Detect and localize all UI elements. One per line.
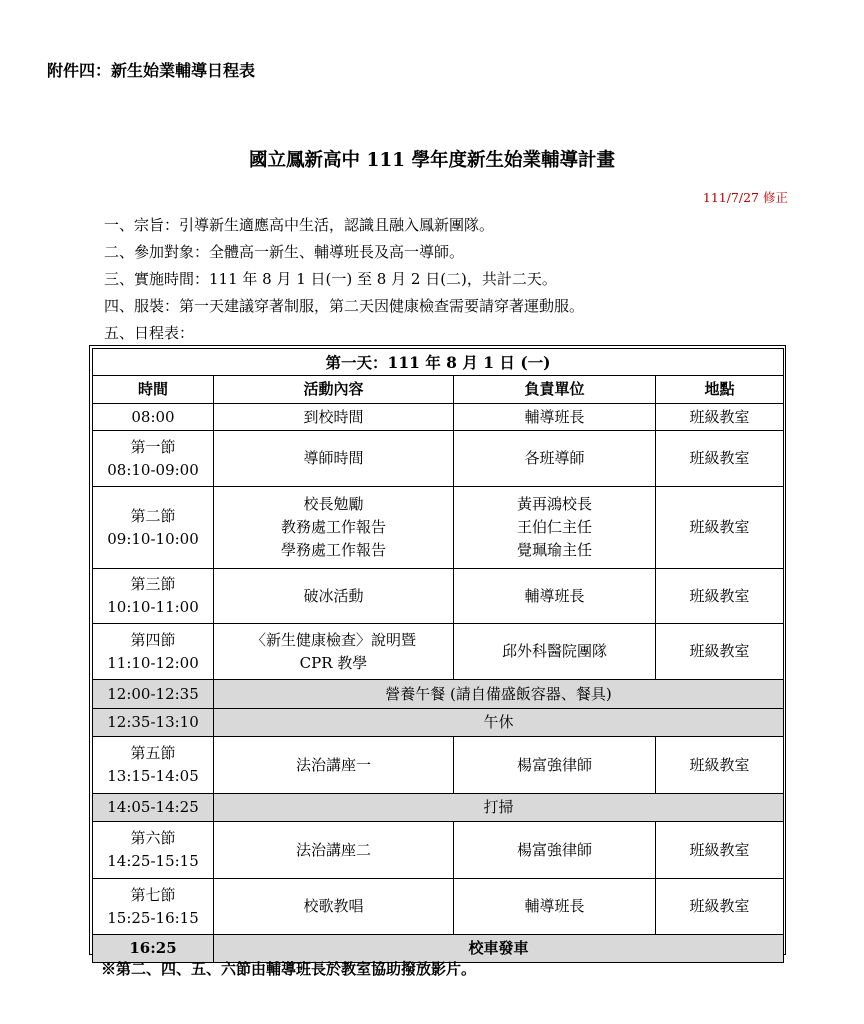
period-time: 08:10-09:00 bbox=[107, 460, 199, 479]
day-title-row bbox=[93, 349, 784, 376]
intro-period: 三、實施時間：111 年 8 月 1 日(一) 至 8 月 2 日(二)，共計二天。 bbox=[104, 270, 557, 288]
time-cell bbox=[93, 822, 214, 879]
owner-cell: 邱外科醫院團隊 bbox=[454, 624, 656, 680]
time-cell: 14:05-14:25 bbox=[93, 794, 214, 822]
period-label: 第一節 bbox=[130, 437, 176, 456]
period-label: 第五節 bbox=[130, 744, 176, 762]
intro-purpose: 一、宗旨：引導新生適應高中生活，認識且融入鳳新團隊。 bbox=[104, 216, 495, 234]
location-cell: 班級教室 bbox=[656, 431, 784, 487]
owner-cell: 輔導班長 bbox=[454, 404, 656, 431]
owner-cell: 輔導班長 bbox=[454, 569, 656, 624]
owner-line: 王伯仁主任 bbox=[516, 518, 592, 536]
time-cell bbox=[93, 487, 214, 569]
day-title: 第一天：111 年 8 月 1 日 (一) bbox=[93, 349, 784, 376]
activity-cell: 校歌教唱 bbox=[214, 879, 454, 935]
activity-line: CPR 教學 bbox=[299, 653, 368, 672]
location-cell: 班級教室 bbox=[656, 879, 784, 935]
time-cell bbox=[93, 624, 214, 680]
activity-cell: 法治講座一 bbox=[214, 737, 454, 794]
activity-cell: 破冰活動 bbox=[214, 569, 454, 624]
header-owner: 負責單位 bbox=[454, 376, 656, 404]
document-title: 國立鳳新高中 111 學年度新生始業輔導計畫 bbox=[249, 150, 615, 171]
location-cell: 班級教室 bbox=[656, 404, 784, 431]
period-time: 10:10-11:00 bbox=[107, 598, 199, 616]
intro-list bbox=[104, 212, 584, 347]
time-cell bbox=[93, 431, 214, 487]
period-label: 第四節 bbox=[130, 630, 176, 649]
owner-line: 覺珮瑜主任 bbox=[516, 541, 592, 559]
activity-line: 教務處工作報告 bbox=[280, 518, 386, 536]
period-label: 第六節 bbox=[130, 829, 176, 847]
activity-cell: 打掃 bbox=[214, 794, 784, 822]
activity-cell: 導師時間 bbox=[214, 431, 454, 487]
activity-cell: 到校時間 bbox=[214, 404, 454, 431]
intro-participants: 二、參加對象：全體高一新生、輔導班長及高一導師。 bbox=[104, 243, 465, 261]
activity-cell bbox=[214, 624, 454, 680]
activity-cell bbox=[214, 487, 454, 569]
location-cell: 班級教室 bbox=[656, 569, 784, 624]
intro-dress-code: 四、服裝：第一天建議穿著制服，第二天因健康檢查需要請穿著運動服。 bbox=[104, 297, 585, 315]
revision-note: 111/7/27 修正 bbox=[702, 190, 788, 205]
schedule-table bbox=[92, 348, 784, 963]
footnote: ※第二、四、五、六節由輔導班長於教室協助撥放影片。 bbox=[101, 960, 477, 978]
time-cell bbox=[93, 737, 214, 794]
activity-cell: 校車發車 bbox=[214, 935, 784, 963]
table-row bbox=[93, 794, 784, 822]
period-label: 第二節 bbox=[130, 506, 176, 525]
header-activity: 活動內容 bbox=[214, 376, 454, 404]
owner-line: 黃再鴻校長 bbox=[516, 495, 592, 513]
attachment-label: 附件四：新生始業輔導日程表 bbox=[47, 61, 256, 80]
owner-cell: 各班導師 bbox=[454, 431, 656, 487]
time-cell: 12:00-12:35 bbox=[93, 680, 214, 709]
period-time: 13:15-14:05 bbox=[107, 767, 199, 785]
table-row bbox=[93, 404, 784, 431]
period-time: 11:10-12:00 bbox=[107, 653, 199, 672]
period-label: 第三節 bbox=[130, 575, 176, 593]
intro-schedule-heading: 五、日程表： bbox=[104, 324, 195, 342]
table-row bbox=[93, 487, 784, 569]
time-cell: 12:35-13:10 bbox=[93, 709, 214, 737]
table-row bbox=[93, 680, 784, 709]
location-cell: 班級教室 bbox=[656, 487, 784, 569]
location-cell: 班級教室 bbox=[656, 822, 784, 879]
owner-cell bbox=[454, 487, 656, 569]
owner-cell: 楊富強律師 bbox=[454, 737, 656, 794]
period-time: 15:25-16:15 bbox=[107, 908, 199, 927]
owner-cell: 輔導班長 bbox=[454, 879, 656, 935]
activity-cell: 午休 bbox=[214, 709, 784, 737]
activity-line: 學務處工作報告 bbox=[280, 541, 386, 559]
table-row bbox=[93, 822, 784, 879]
period-time: 14:25-15:15 bbox=[107, 852, 199, 870]
period-label: 第七節 bbox=[130, 885, 176, 904]
activity-line: 〈新生健康檢查〉說明暨 bbox=[250, 630, 416, 649]
header-time: 時間 bbox=[93, 376, 214, 404]
table-row bbox=[93, 569, 784, 624]
table-row bbox=[93, 431, 784, 487]
time-cell bbox=[93, 879, 214, 935]
header-row bbox=[93, 376, 784, 404]
table-row bbox=[93, 624, 784, 680]
table-row bbox=[93, 737, 784, 794]
table-row bbox=[93, 709, 784, 737]
header-location: 地點 bbox=[656, 376, 784, 404]
time-cell: 16:25 bbox=[93, 935, 214, 963]
owner-cell: 楊富強律師 bbox=[454, 822, 656, 879]
location-cell: 班級教室 bbox=[656, 737, 784, 794]
table-row bbox=[93, 879, 784, 935]
time-cell bbox=[93, 569, 214, 624]
location-cell: 班級教室 bbox=[656, 624, 784, 680]
activity-line: 校長勉勵 bbox=[303, 495, 364, 513]
time-cell: 08:00 bbox=[93, 404, 214, 431]
period-time: 09:10-10:00 bbox=[107, 529, 199, 548]
activity-cell: 營養午餐 (請自備盛飯容器、餐具) bbox=[214, 680, 784, 709]
activity-cell: 法治講座二 bbox=[214, 822, 454, 879]
